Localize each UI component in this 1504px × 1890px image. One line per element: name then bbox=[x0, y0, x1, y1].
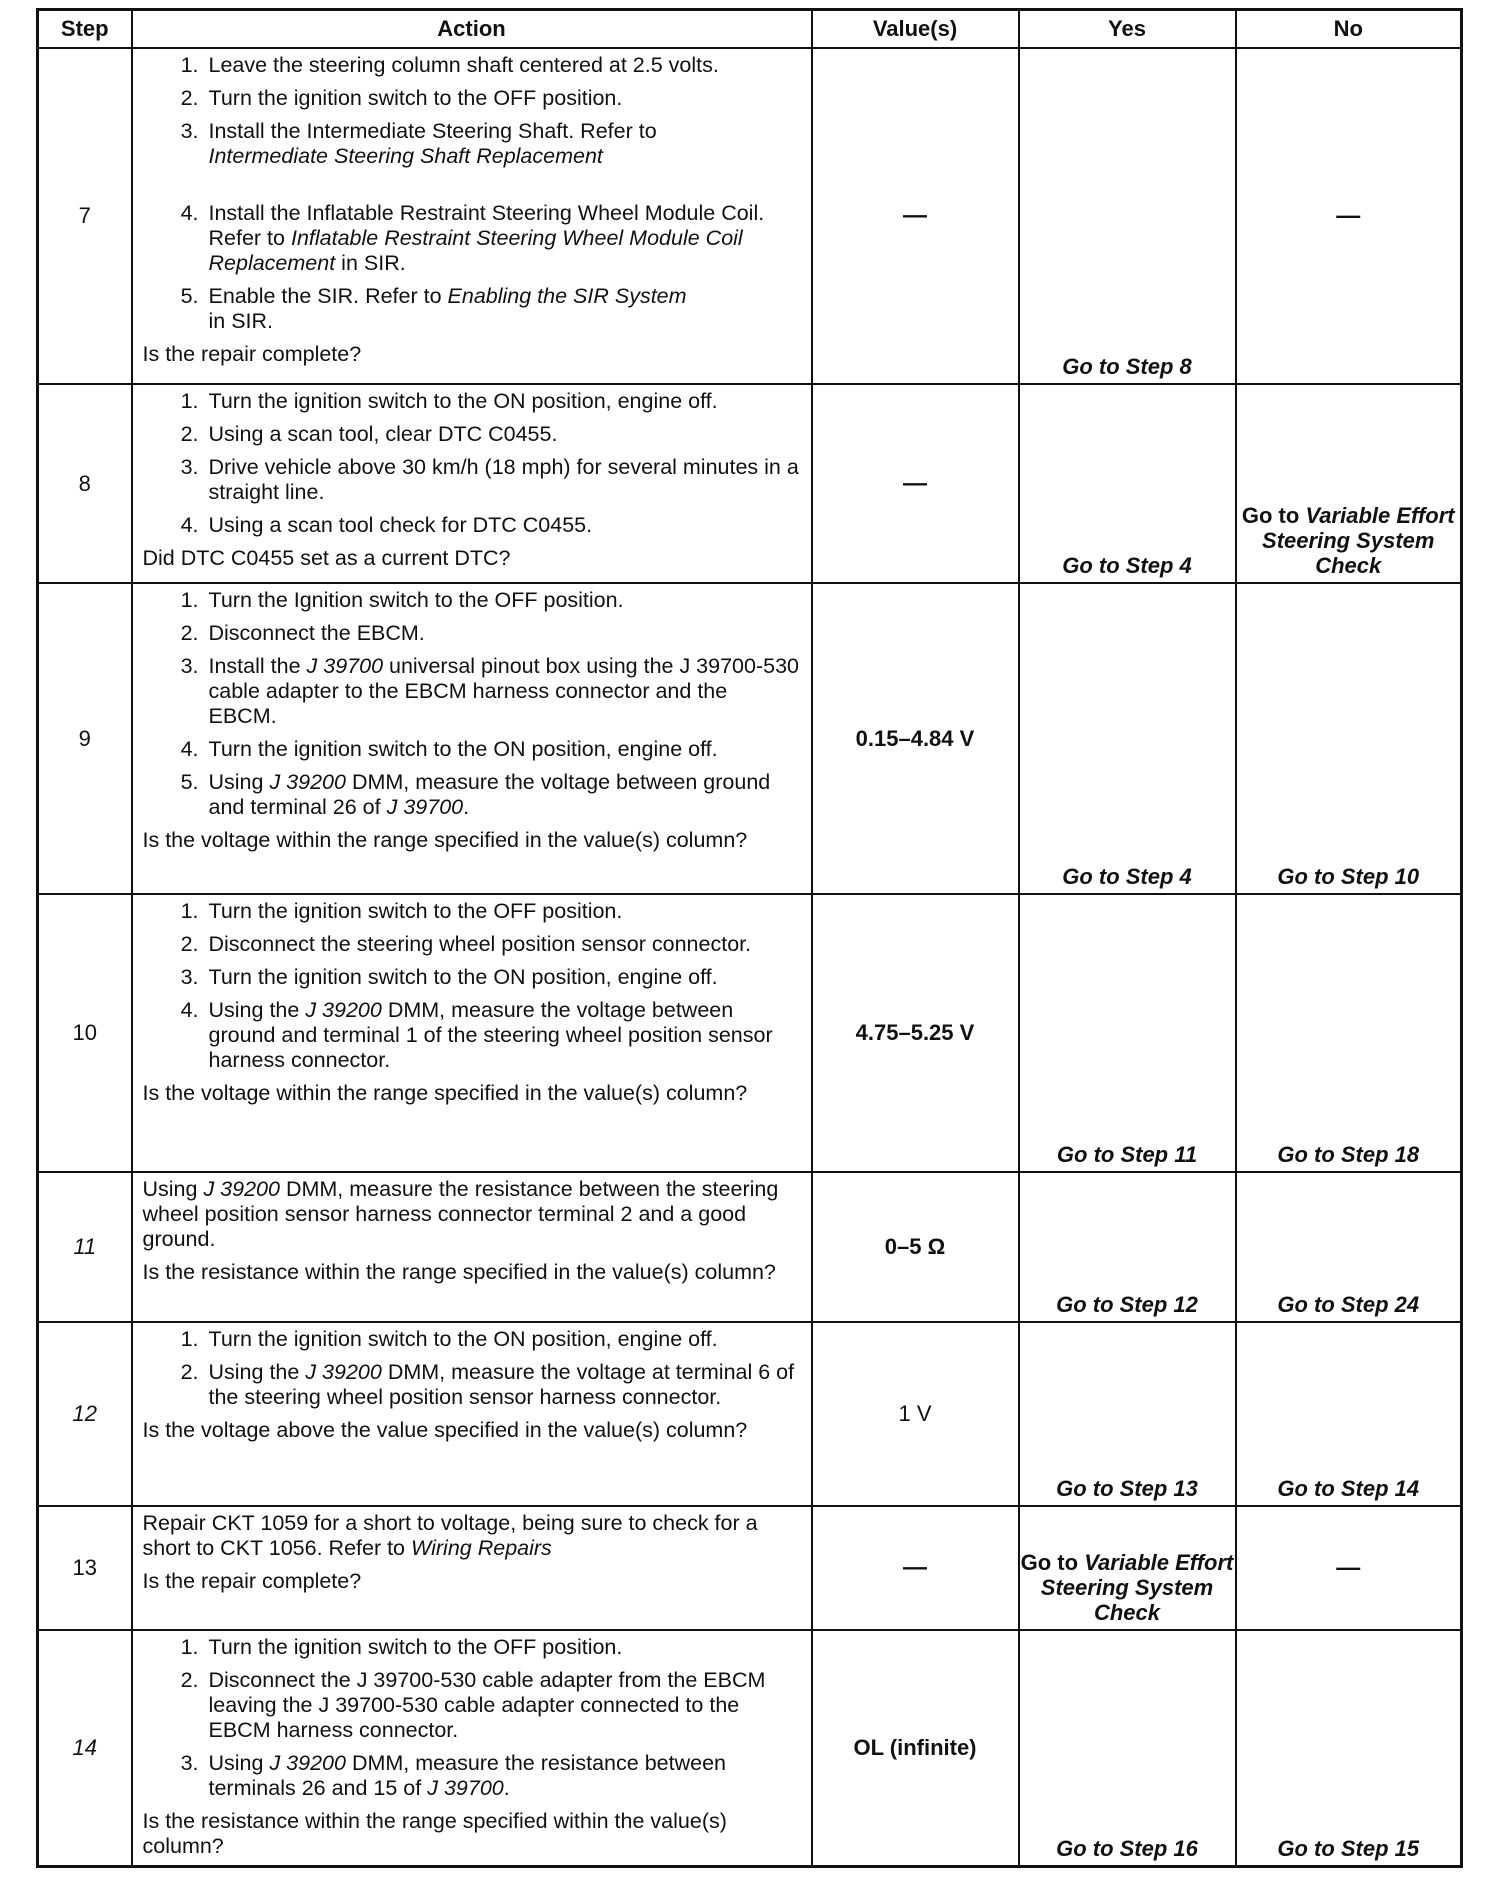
question-text: Is the voltage within the range specified in the value(s) column? bbox=[142, 828, 748, 852]
action-cell bbox=[132, 1172, 812, 1322]
no-link[interactable]: Go to Step 10 bbox=[1277, 864, 1420, 889]
table-row-step-14 bbox=[38, 1630, 1462, 1866]
yes-cell bbox=[1019, 48, 1236, 384]
yes-link[interactable]: Go to Step 13 bbox=[1056, 1476, 1198, 1501]
yes-link[interactable]: Go to Step 16 bbox=[1056, 1835, 1198, 1861]
list-item: 2. Using the J 39200 DMM, measure the voltage at terminal 6 of the steering wheel position sensor harness connector. bbox=[180, 1360, 795, 1409]
list-item: 1. Turn the ignition switch to the OFF position. bbox=[180, 1635, 623, 1659]
list-item: 1. Turn the Ignition switch to the OFF position. bbox=[180, 588, 624, 612]
yes-link[interactable]: Go to Step 12 bbox=[1056, 1292, 1198, 1317]
step-number: 12 bbox=[38, 1322, 132, 1506]
list-item: 3. Using J 39200 DMM, measure the resistance between terminals 26 and 15 of J 39700. bbox=[180, 1751, 726, 1800]
no-cell bbox=[1236, 894, 1462, 1172]
list-item: 3. Turn the ignition switch to the ON position, engine off. bbox=[180, 965, 718, 989]
yes-link[interactable]: Go to Step 8 bbox=[1062, 354, 1192, 379]
yes-cell bbox=[1019, 384, 1236, 583]
question-text: Is the resistance within the range specified in the value(s) column? bbox=[142, 1260, 776, 1284]
header-values: Value(s) bbox=[812, 10, 1019, 49]
list-item: 2. Using a scan tool, clear DTC C0455. bbox=[180, 422, 558, 446]
value-cell: — bbox=[812, 1506, 1019, 1630]
yes-cell bbox=[1019, 1506, 1236, 1630]
step-number: 13 bbox=[38, 1506, 132, 1630]
table-row-step-13 bbox=[38, 1506, 1462, 1630]
no-link[interactable]: Go to Variable Effort Steering System Check bbox=[1241, 503, 1455, 578]
list-item: 2. Turn the ignition switch to the OFF position. bbox=[180, 86, 623, 110]
no-link[interactable]: Go to Step 18 bbox=[1277, 1142, 1420, 1167]
yes-link[interactable]: Go to Variable Effort Steering System Check bbox=[1020, 1550, 1234, 1625]
no-link[interactable]: Go to Step 24 bbox=[1277, 1292, 1420, 1317]
question-text: Is the repair complete? bbox=[142, 1569, 362, 1593]
list-item: 4. Using the J 39200 DMM, measure the voltage between ground and terminal 1 of the steering wheel position sensor harness connector. bbox=[180, 998, 773, 1072]
no-cell bbox=[1236, 384, 1462, 583]
yes-link[interactable]: Go to Step 4 bbox=[1062, 864, 1192, 889]
value-cell: 0.15–4.84 V bbox=[812, 583, 1019, 894]
step-number: 7 bbox=[38, 48, 132, 384]
no-cell bbox=[1236, 583, 1462, 894]
list-item: 3. Drive vehicle above 30 km/h (18 mph) for several minutes in a straight line. bbox=[180, 455, 799, 504]
value-cell: 1 V bbox=[812, 1322, 1019, 1506]
step-number: 10 bbox=[38, 894, 132, 1172]
list-item: 4. Turn the ignition switch to the ON position, engine off. bbox=[180, 737, 718, 761]
action-cell bbox=[132, 48, 812, 384]
no-cell: — bbox=[1236, 48, 1462, 384]
header-yes: Yes bbox=[1019, 10, 1236, 49]
table-row-step-9 bbox=[38, 583, 1462, 894]
list-item: 4. Using a scan tool check for DTC C0455. bbox=[180, 513, 593, 537]
action-paragraph: Repair CKT 1059 for a short to voltage, being sure to check for a short to CKT 1056. Refer to Wiring Repairs bbox=[142, 1511, 758, 1560]
table-row-step-7 bbox=[38, 48, 1462, 384]
list-item: 2. Disconnect the steering wheel position sensor connector. bbox=[180, 932, 752, 956]
list-item: 1. Turn the ignition switch to the ON position, engine off. bbox=[180, 1327, 718, 1351]
no-cell bbox=[1236, 1322, 1462, 1506]
value-cell: — bbox=[812, 384, 1019, 583]
question-text: Is the voltage within the range specified in the value(s) column? bbox=[142, 1081, 748, 1105]
action-paragraph: Using J 39200 DMM, measure the resistance between the steering wheel position sensor harness connector terminal 2 and a good ground. bbox=[142, 1177, 779, 1251]
no-link[interactable]: Go to Step 15 bbox=[1277, 1835, 1420, 1861]
no-cell bbox=[1236, 1172, 1462, 1322]
yes-cell bbox=[1019, 1322, 1236, 1506]
list-item: 1. Turn the ignition switch to the ON position, engine off. bbox=[180, 389, 718, 413]
list-item: 4. Install the Inflatable Restraint Steering Wheel Module Coil. Refer to Inflatable Restraint Steering Wheel Module Coil Replacement in SIR. bbox=[180, 201, 765, 275]
action-cell bbox=[132, 1630, 812, 1866]
table-row-step-11 bbox=[38, 1172, 1462, 1322]
header-row bbox=[38, 10, 1462, 49]
yes-link[interactable]: Go to Step 11 bbox=[1056, 1142, 1198, 1167]
table-row-step-8 bbox=[38, 384, 1462, 583]
diagnostic-table bbox=[36, 8, 1463, 1868]
header-step: Step bbox=[38, 10, 132, 49]
list-item: 2. Disconnect the EBCM. bbox=[180, 621, 425, 645]
value-cell: — bbox=[812, 48, 1019, 384]
value-cell: OL (infinite) bbox=[812, 1630, 1019, 1866]
action-cell bbox=[132, 1322, 812, 1506]
list-item: 3. Install the J 39700 universal pinout box using the J 39700-530 cable adapter to the EBCM harness connector and the EBCM. bbox=[180, 654, 799, 728]
yes-link[interactable]: Go to Step 4 bbox=[1062, 553, 1192, 578]
no-cell: — bbox=[1236, 1506, 1462, 1630]
question-text: Did DTC C0455 set as a current DTC? bbox=[142, 546, 511, 570]
step-number: 8 bbox=[38, 384, 132, 583]
list-item: 1. Turn the ignition switch to the OFF position. bbox=[180, 899, 623, 923]
action-cell bbox=[132, 894, 812, 1172]
header-no: No bbox=[1236, 10, 1462, 49]
step-number: 11 bbox=[38, 1172, 132, 1322]
no-cell bbox=[1236, 1630, 1462, 1866]
yes-cell bbox=[1019, 1172, 1236, 1322]
action-cell bbox=[132, 583, 812, 894]
list-item: 5. Enable the SIR. Refer to Enabling the SIR System in SIR. bbox=[180, 284, 687, 333]
header-action: Action bbox=[132, 10, 812, 49]
yes-cell bbox=[1019, 894, 1236, 1172]
question-text: Is the voltage above the value specified in the value(s) column? bbox=[142, 1418, 748, 1442]
list-item: 1. Leave the steering column shaft centered at 2.5 volts. bbox=[180, 53, 719, 77]
question-text: Is the resistance within the range specified within the value(s) column? bbox=[142, 1809, 727, 1858]
value-cell: 4.75–5.25 V bbox=[812, 894, 1019, 1172]
yes-cell bbox=[1019, 583, 1236, 894]
table-row-step-12 bbox=[38, 1322, 1462, 1506]
list-item: 5. Using J 39200 DMM, measure the voltage between ground and terminal 26 of J 39700. bbox=[180, 770, 771, 819]
action-cell bbox=[132, 384, 812, 583]
value-cell: 0–5 Ω bbox=[812, 1172, 1019, 1322]
step-number: 9 bbox=[38, 583, 132, 894]
table-row-step-10 bbox=[38, 894, 1462, 1172]
diagnostic-table-sheet bbox=[36, 8, 1460, 1868]
list-item: 2. Disconnect the J 39700-530 cable adapter from the EBCM leaving the J 39700-530 cable adapter connected to the EBCM harness connector. bbox=[180, 1668, 766, 1742]
yes-cell bbox=[1019, 1630, 1236, 1866]
list-item: 3. Install the Intermediate Steering Shaft. Refer to Intermediate Steering Shaft Replacement bbox=[180, 119, 657, 168]
action-cell bbox=[132, 1506, 812, 1630]
step-number: 14 bbox=[38, 1630, 132, 1866]
no-link[interactable]: Go to Step 14 bbox=[1277, 1476, 1420, 1501]
question-text: Is the repair complete? bbox=[142, 342, 362, 366]
